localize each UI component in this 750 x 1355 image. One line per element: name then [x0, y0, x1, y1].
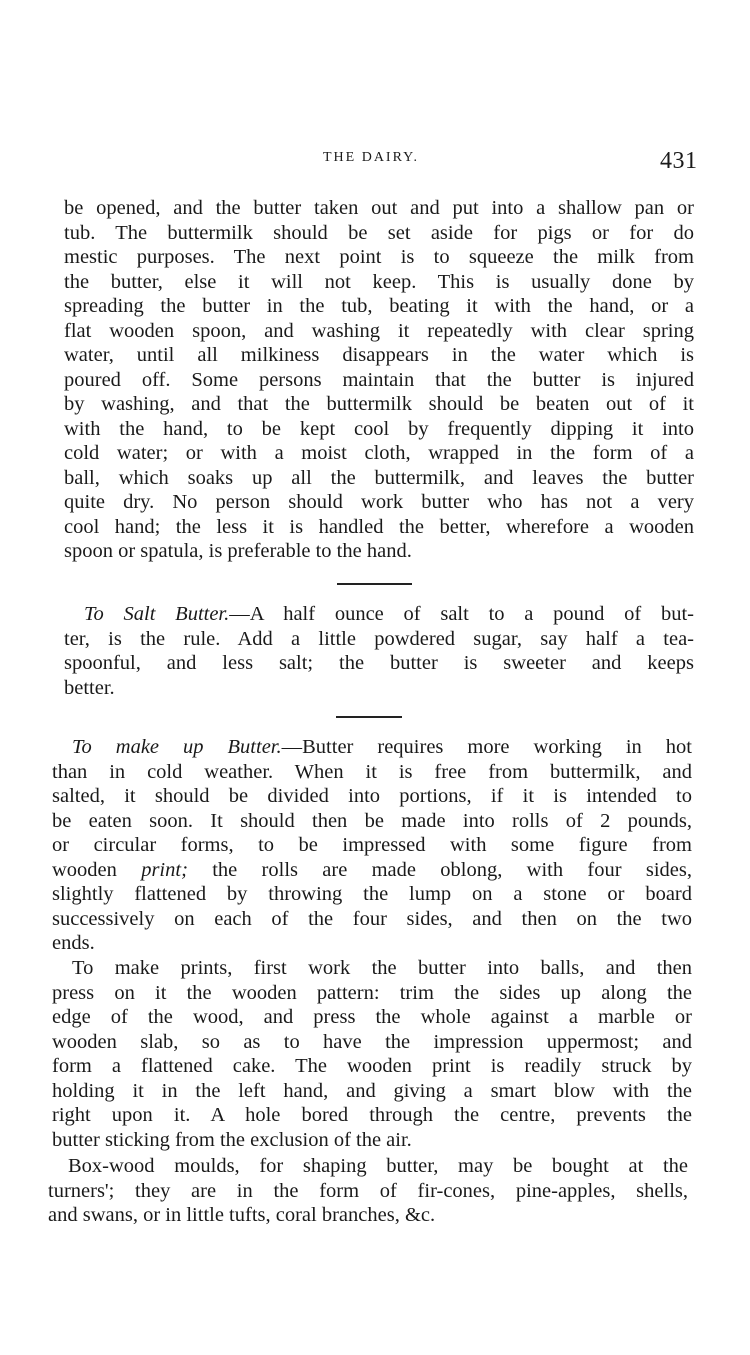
section-title: To Salt Butter. — [84, 603, 230, 625]
page-number: 431 — [660, 148, 698, 174]
text-line: tub. The buttermilk should be set aside for pigs or for do — [64, 221, 694, 244]
text-line: To make prints, first work the butter into balls, and then — [72, 957, 692, 979]
paragraph-butter-washing — [64, 196, 694, 564]
text-line: cold water; or with a moist cloth, wrapped in the form of a — [64, 442, 694, 464]
text-line: cool hand; the less it is handled the better, wherefore a wooden — [64, 515, 694, 538]
text-line: To make up Butter.—Butter requires more working in hot — [72, 736, 692, 758]
italic-word: print; — [141, 858, 188, 881]
section-make-up-butter — [52, 735, 692, 956]
text-line: be eaten soon. It should then be made into rolls of 2 pounds, — [52, 809, 692, 832]
text-line: flat wooden spoon, and washing it repeatedly with clear spring — [64, 319, 694, 342]
text-line: mestic purposes. The next point is to squeeze the milk from — [64, 246, 694, 268]
text-line: than in cold weather. When it is free from buttermilk, and — [52, 760, 692, 783]
text-line: press on it the wooden pattern: trim the sides up along the — [52, 981, 692, 1004]
text-line: better. — [64, 676, 115, 699]
text-line: quite dry. No person should work butter who has not a very — [64, 491, 694, 513]
text-line: wooden slab, so as to have the impression uppermost; and — [52, 1030, 692, 1053]
text-line: by washing, and that the buttermilk should be beaten out of it — [64, 393, 694, 415]
text-line: edge of the wood, and press the whole against a marble or — [52, 1006, 692, 1028]
text-line: butter sticking from the exclusion of the air. — [52, 1128, 412, 1151]
text-line: poured off. Some persons maintain that the butter is injured — [64, 368, 694, 391]
text-line: wooden print; the rolls are made oblong, with four sides, — [52, 858, 692, 881]
text-line: turners'; they are in the form of fir-cones, pine-apples, shells, — [48, 1179, 688, 1202]
text-line: ter, is the rule. Add a little powdered sugar, say half a tea- — [64, 627, 694, 650]
paragraph-moulds — [48, 1154, 688, 1228]
section-salt-butter — [64, 602, 694, 700]
running-head: THE DAIRY. — [323, 150, 419, 165]
text-line: right upon it. A hole bored through the centre, prevents the — [52, 1104, 692, 1126]
text-line: successively on each of the four sides, and then on the two — [52, 907, 692, 930]
text-line: spreading the butter in the tub, beating it with the hand, or a — [64, 295, 694, 317]
text-line: water, until all milkiness disappears in the water which is — [64, 344, 694, 366]
section-title: To make up Butter. — [72, 736, 282, 758]
text-line: spoonful, and less salt; the butter is sweeter and keeps — [64, 652, 694, 674]
text-line: or circular forms, to be impressed with some figure from — [52, 834, 692, 856]
section-divider — [336, 716, 402, 718]
text-line: spoon or spatula, is preferable to the hand. — [64, 540, 412, 562]
text-line: the butter, else it will not keep. This is usually done by — [64, 270, 694, 293]
text-line: Box-wood moulds, for shaping butter, may be bought at the — [68, 1155, 688, 1177]
text-line: slightly flattened by throwing the lump on a stone or board — [52, 883, 692, 905]
text-line: and swans, or in little tufts, coral branches, &c. — [48, 1204, 436, 1226]
text-line: To Salt Butter.—A half ounce of salt to a pound of but- — [84, 603, 694, 625]
text-line: form a flattened cake. The wooden print is readily struck by — [52, 1055, 692, 1077]
text-line: ends. — [52, 932, 95, 954]
text-line: ball, which soaks up all the buttermilk, and leaves the butter — [64, 466, 694, 489]
text-line: with the hand, to be kept cool by frequently dipping it into — [64, 417, 694, 440]
text-line: holding it in the left hand, and giving a smart blow with the — [52, 1079, 692, 1102]
text-line: be opened, and the butter taken out and put into a shallow pan or — [64, 197, 694, 219]
paragraph-prints — [52, 956, 692, 1152]
text-line: salted, it should be divided into portions, if it is intended to — [52, 785, 692, 807]
section-divider — [337, 583, 412, 585]
